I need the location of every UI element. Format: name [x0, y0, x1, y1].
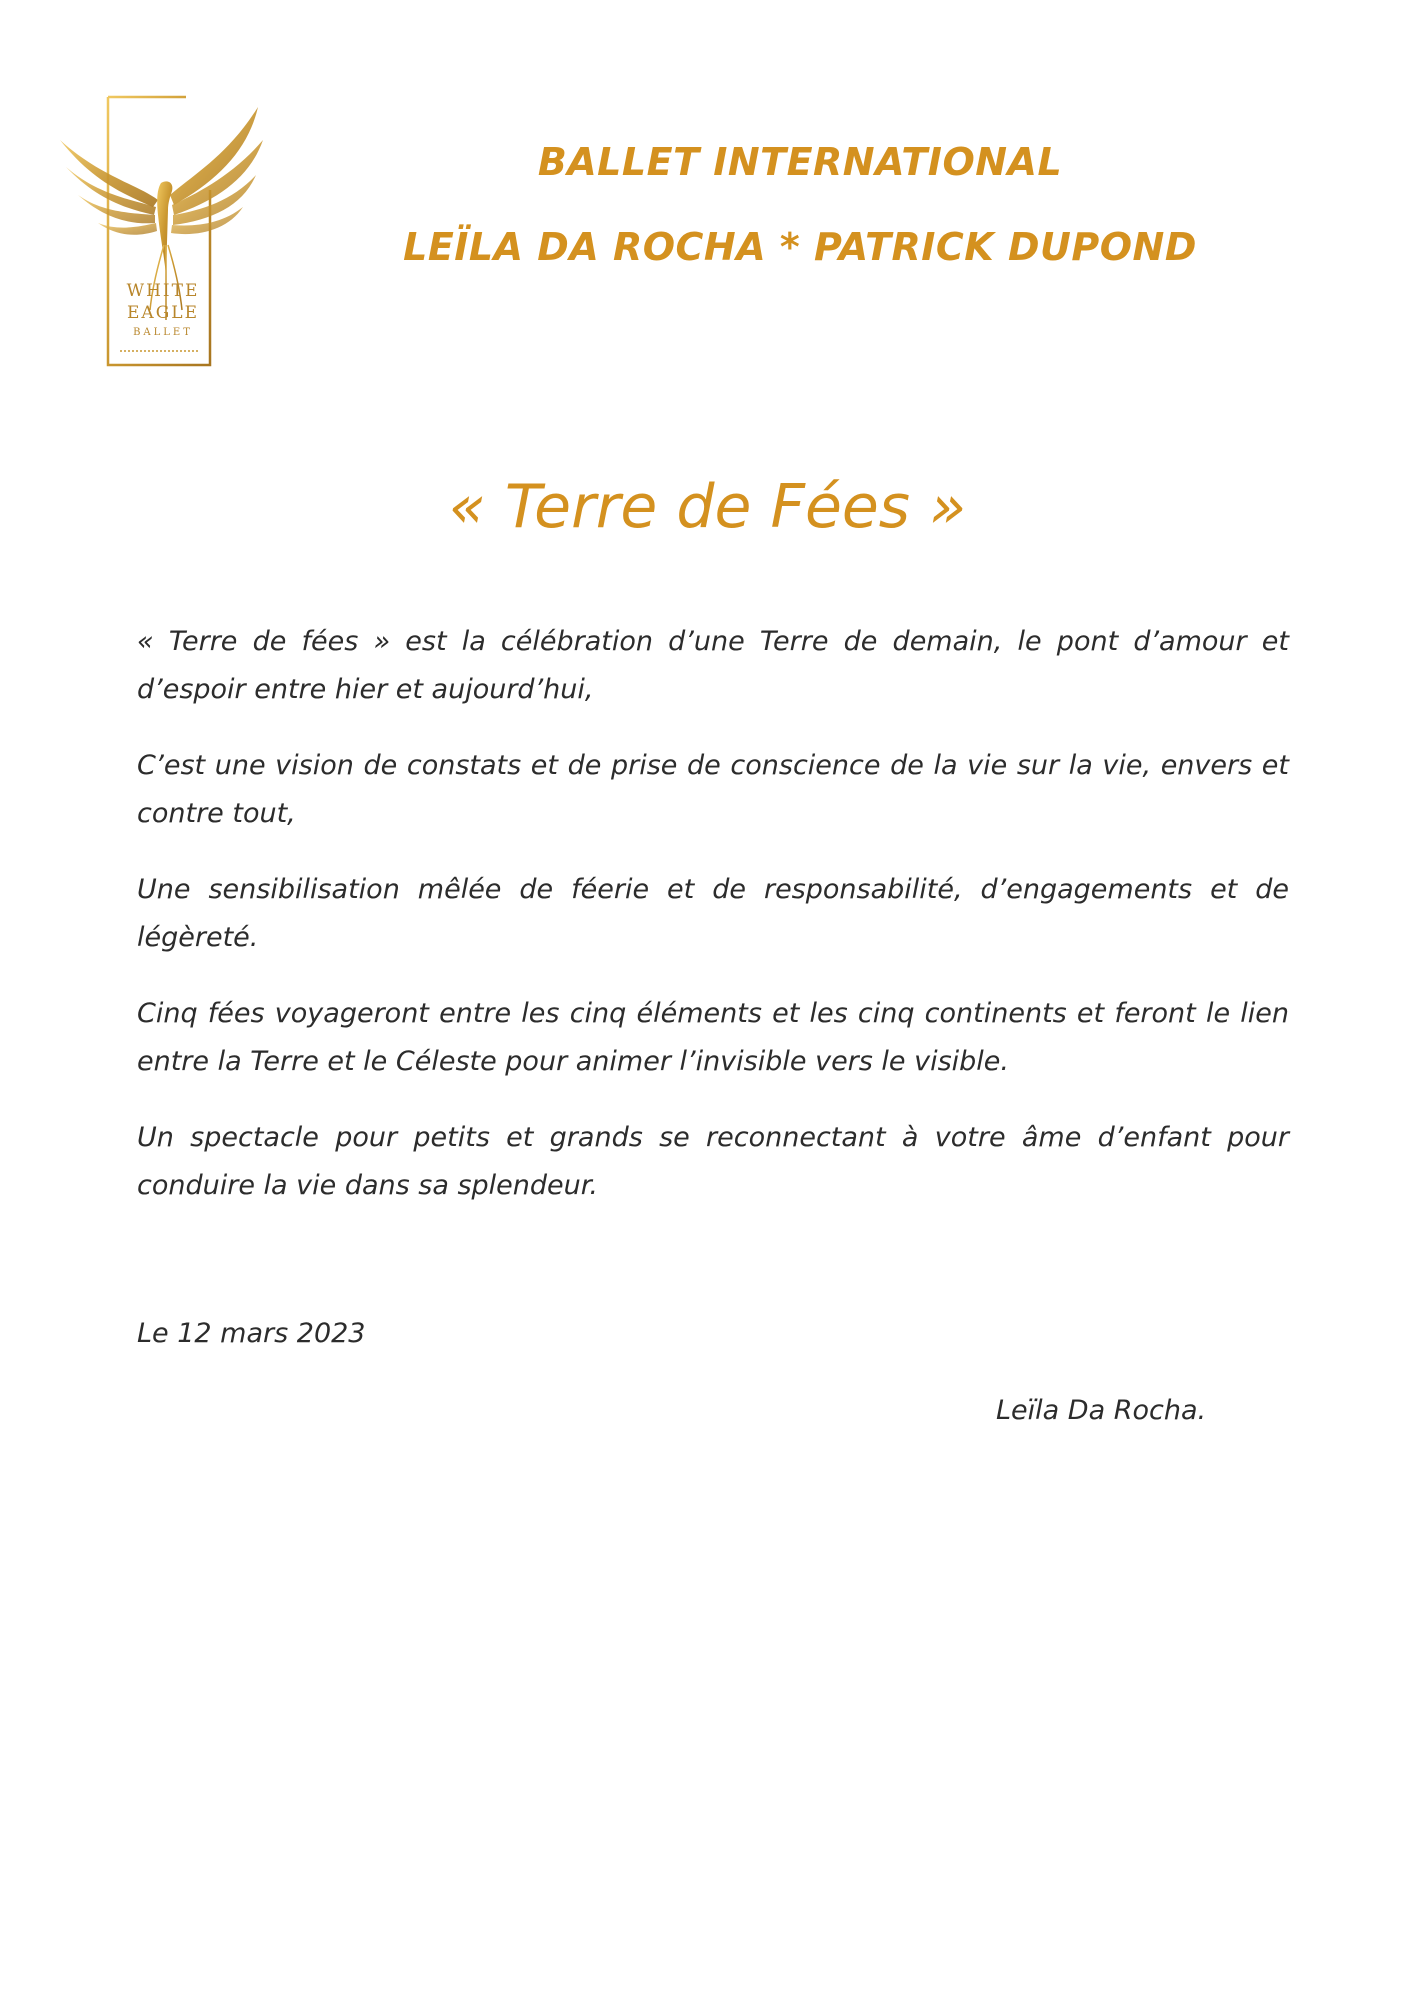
logo-word-white: WHITE — [126, 281, 200, 301]
paragraph: Cinq fées voyageront entre les cinq éléments et les cinq continents et feront le lien entre la Terre et le Céleste pour animer l’invisible vers le visible. — [137, 998, 1289, 1077]
white-eagle-ballet-logo — [58, 95, 268, 370]
signature: Leïla Da Rocha. — [996, 1395, 1207, 1426]
document-title: « Terre de Fées » — [448, 472, 967, 543]
paragraph: Une sensibilisation mêlée de féerie et de responsabilité, d’engagements et de légèreté. — [137, 874, 1289, 953]
logo-word-ballet: BALLET — [133, 327, 193, 338]
company-name: BALLET INTERNATIONAL — [537, 140, 1063, 184]
paragraph: Un spectacle pour petits et grands se reconnectant à votre âme d’enfant pour conduire la vie dans sa splendeur. — [137, 1122, 1289, 1201]
logo-word-eagle: EAGLE — [127, 303, 199, 323]
paragraph: C’est une vision de constats et de prise de conscience de la vie sur la vie, envers et contre tout, — [137, 750, 1289, 829]
body-text — [137, 618, 1289, 1238]
paragraph: « Terre de fées » est la célébration d’une Terre de demain, le pont d’amour et d’espoir entre hier et aujourd’hui, — [137, 626, 1289, 705]
document-date: Le 12 mars 2023 — [137, 1318, 366, 1349]
company-directors: LEÏLA DA ROCHA * PATRICK DUPOND — [403, 225, 1197, 269]
